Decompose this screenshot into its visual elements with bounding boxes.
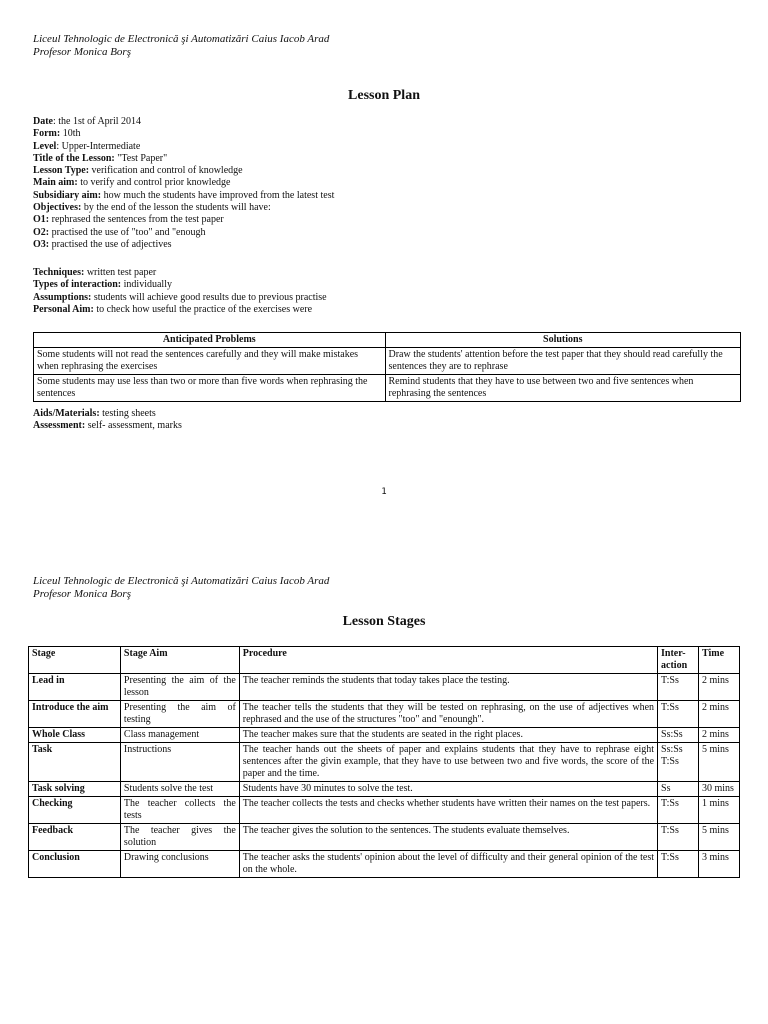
field-label: Level bbox=[33, 140, 57, 152]
stage-cell: Task solving bbox=[29, 782, 121, 797]
field-value: by the end of the lesson the students will have: bbox=[81, 202, 271, 214]
field-label: Aids/Materials: bbox=[33, 408, 100, 419]
table-row bbox=[29, 743, 740, 782]
field-line bbox=[33, 420, 182, 432]
field-label: Title of the Lesson: bbox=[33, 152, 115, 164]
table-row bbox=[29, 701, 740, 728]
time-cell: 1 mins bbox=[698, 797, 739, 824]
procedure-cell: Students have 30 minutes to solve the test. bbox=[239, 782, 657, 797]
field-label: O1: bbox=[33, 214, 50, 226]
field-line bbox=[33, 202, 334, 214]
lesson-details bbox=[33, 116, 334, 251]
interaction-cell: T:Ss bbox=[658, 851, 699, 878]
interaction-cell: T:Ss bbox=[658, 824, 699, 851]
procedure-cell: The teacher hands out the sheets of paper and explains students that they have to rephrase eight sentences after the givin example, that they have to use between two and five words, the score of the paper and the time. bbox=[239, 743, 657, 782]
stage-aim-cell: The teacher collects the tests bbox=[120, 797, 239, 824]
field-line bbox=[33, 304, 327, 316]
problems-header-row bbox=[34, 333, 741, 348]
procedure-cell: The teacher reminds the students that today takes place the testing. bbox=[239, 674, 657, 701]
table-row bbox=[34, 375, 741, 402]
field-label: Assumptions: bbox=[33, 291, 92, 303]
field-label: Subsidiary aim: bbox=[33, 189, 102, 201]
field-label: Assessment: bbox=[33, 420, 86, 432]
stage-aim-cell: Class management bbox=[120, 728, 239, 743]
stage-aim-cell: The teacher gives the solution bbox=[120, 824, 239, 851]
field-value: to check how useful the practice of the exercises were bbox=[93, 303, 313, 315]
stage-header: Stage bbox=[29, 647, 121, 674]
teacher-name: Profesor Monica Borş bbox=[33, 46, 131, 58]
field-value: students will achieve good results due to previous practise bbox=[91, 291, 327, 303]
field-label: Main aim: bbox=[33, 177, 78, 189]
field-value: practised the use of adjectives bbox=[49, 238, 172, 250]
school-name: Liceul Tehnologic de Electronică şi Automatizări Caius Iacob Arad bbox=[33, 575, 330, 587]
procedure-header: Procedure bbox=[239, 647, 657, 674]
stage-aim-cell: Students solve the test bbox=[120, 782, 239, 797]
field-line bbox=[33, 177, 334, 189]
stage-aim-cell: Presenting the aim of the lesson bbox=[120, 674, 239, 701]
field-value: "Test Paper" bbox=[114, 152, 168, 164]
field-label: Types of interaction: bbox=[33, 279, 122, 291]
field-line bbox=[33, 292, 327, 304]
page-number: 1 bbox=[381, 487, 387, 497]
interaction-cell: T:Ss bbox=[658, 674, 699, 701]
stage-aim-cell: Drawing conclusions bbox=[120, 851, 239, 878]
stage-cell: Conclusion bbox=[29, 851, 121, 878]
field-line bbox=[33, 141, 334, 153]
time-cell: 5 mins bbox=[698, 743, 739, 782]
field-value: individually bbox=[121, 279, 172, 291]
stages-header-row bbox=[29, 647, 740, 674]
stage-aim-header: Stage Aim bbox=[120, 647, 239, 674]
field-line bbox=[33, 165, 334, 177]
problems-table bbox=[33, 332, 741, 402]
lesson-plan-title: Lesson Plan bbox=[348, 88, 420, 103]
interaction-cell: Ss bbox=[658, 782, 699, 797]
teacher-name: Profesor Monica Borş bbox=[33, 588, 131, 600]
table-row bbox=[29, 674, 740, 701]
stage-cell: Feedback bbox=[29, 824, 121, 851]
field-label: Lesson Type: bbox=[33, 165, 90, 177]
field-line bbox=[33, 239, 334, 251]
school-name: Liceul Tehnologic de Electronică şi Automatizări Caius Iacob Arad bbox=[33, 33, 330, 45]
field-line bbox=[33, 214, 334, 226]
time-cell: 3 mins bbox=[698, 851, 739, 878]
field-line bbox=[33, 116, 334, 128]
page-header bbox=[33, 575, 329, 601]
field-line bbox=[33, 408, 182, 420]
field-value: written test paper bbox=[84, 267, 157, 278]
time-cell: 2 mins bbox=[698, 674, 739, 701]
stage-cell: Lead in bbox=[29, 674, 121, 701]
interaction-cell: T:Ss bbox=[658, 797, 699, 824]
field-line bbox=[33, 190, 334, 202]
field-value: self- assessment, marks bbox=[85, 420, 182, 432]
field-value: the 1st of April 2014 bbox=[55, 116, 142, 127]
field-label: Objectives: bbox=[33, 202, 82, 214]
stage-aim-cell: Presenting the aim of testing bbox=[120, 701, 239, 728]
table-row bbox=[29, 797, 740, 824]
table-row bbox=[29, 851, 740, 878]
procedure-cell: The teacher tells the students that they will be tested on rephrasing, on the use of adjectives when rephrased and the use of the structures "too" and "enoungh". bbox=[239, 701, 657, 728]
field-value: verification and control of knowledge bbox=[89, 165, 243, 177]
field-label: Techniques: bbox=[33, 267, 85, 278]
materials-assessment bbox=[33, 408, 182, 433]
stage-aim-cell: Instructions bbox=[120, 743, 239, 782]
interaction-cell: Ss:Ss bbox=[658, 728, 699, 743]
field-label: O3: bbox=[33, 238, 50, 250]
field-separator: : bbox=[53, 116, 56, 127]
interaction-cell: T:Ss bbox=[658, 701, 699, 728]
solution-cell: Draw the students' attention before the test paper that they should read carefully the sentences they are to rephrase bbox=[385, 348, 741, 375]
lesson-stages-title: Lesson Stages bbox=[342, 614, 426, 629]
page-2 bbox=[0, 560, 768, 1024]
field-line bbox=[33, 267, 327, 279]
procedure-cell: The teacher asks the students' opinion about the level of difficulty and their general opinion of the test on the whole. bbox=[239, 851, 657, 878]
stages-table bbox=[28, 646, 740, 878]
field-value: rephrased the sentences from the test paper bbox=[49, 214, 224, 226]
page-header bbox=[33, 33, 329, 59]
table-row bbox=[29, 824, 740, 851]
field-line bbox=[33, 153, 334, 165]
interaction-header: Inter-action bbox=[658, 647, 699, 674]
field-value: testing sheets bbox=[99, 408, 156, 419]
field-value: to verify and control prior knowledge bbox=[77, 177, 231, 189]
procedure-cell: The teacher collects the tests and checks whether students have written their names on the test papers. bbox=[239, 797, 657, 824]
table-row bbox=[29, 782, 740, 797]
field-value: 10th bbox=[60, 128, 81, 140]
procedure-cell: The teacher gives the solution to the sentences. The students evaluate themselves. bbox=[239, 824, 657, 851]
stage-cell: Checking bbox=[29, 797, 121, 824]
table-row bbox=[29, 728, 740, 743]
problem-cell: Some students will not read the sentences carefully and they will make mistakes when rephrasing the exercises bbox=[34, 348, 386, 375]
time-cell: 2 mins bbox=[698, 728, 739, 743]
field-label: Personal Aim: bbox=[33, 303, 94, 315]
solutions-header: Solutions bbox=[385, 333, 741, 348]
time-cell: 5 mins bbox=[698, 824, 739, 851]
time-cell: 30 mins bbox=[698, 782, 739, 797]
field-value: Upper-Intermediate bbox=[59, 140, 141, 152]
time-cell: 2 mins bbox=[698, 701, 739, 728]
problem-cell: Some students may use less than two or more than five words when rephrasing the sentences bbox=[34, 375, 386, 402]
field-label: Form: bbox=[33, 128, 61, 140]
field-line bbox=[33, 128, 334, 140]
problems-header: Anticipated Problems bbox=[34, 333, 386, 348]
procedure-cell: The teacher makes sure that the students are seated in the right places. bbox=[239, 728, 657, 743]
field-line bbox=[33, 227, 334, 239]
stage-cell: Introduce the aim bbox=[29, 701, 121, 728]
field-separator: : bbox=[56, 140, 60, 152]
stage-cell: Task bbox=[29, 743, 121, 782]
time-header: Time bbox=[698, 647, 739, 674]
field-line bbox=[33, 279, 327, 291]
solution-cell: Remind students that they have to use between two and five sentences when rephrasing the sentences bbox=[385, 375, 741, 402]
field-label: O2: bbox=[33, 226, 50, 238]
stage-cell: Whole Class bbox=[29, 728, 121, 743]
field-label: Date bbox=[33, 116, 53, 127]
field-value: how much the students have improved from the latest test bbox=[101, 189, 335, 201]
field-value: practised the use of "too" and "enough bbox=[49, 226, 206, 238]
table-row bbox=[34, 348, 741, 375]
lesson-methods bbox=[33, 267, 327, 316]
interaction-cell: Ss:Ss T:Ss bbox=[658, 743, 699, 782]
